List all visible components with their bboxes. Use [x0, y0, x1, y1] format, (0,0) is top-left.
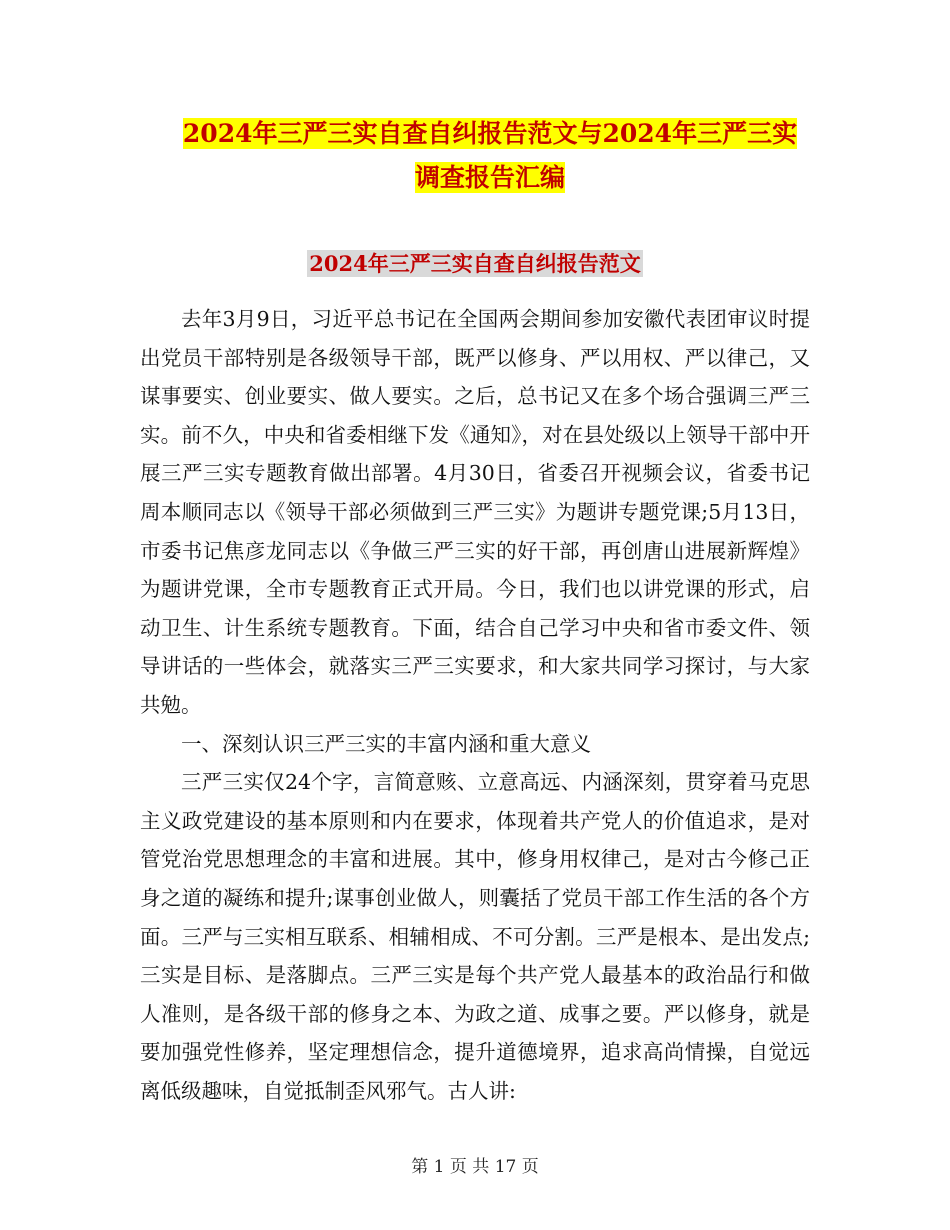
body-paragraph: 三严三实仅24个字，言简意赅、立意高远、内涵深刻，贯穿着马克思主义政党建设的基本原则和内在要求，体现着共产党人的价值追求，是对管党治党思想理念的丰富和进展。其中，修身用权律己，是对古今修己正身之道的凝练和提升;谋事创业做人，则囊括了党员干部工作生活的各个方面。三严与三实相互联系、相辅相成、不可分割。三严是根本、是出发点;三实是目标、是落脚点。三严三实是每个共产党人最基本的政治品行和做人准则，是各级干部的修身之本、为政之道、成事之要。严以修身，就是要加强党性修养，坚定理想信念，提升道德境界，追求高尚情操，自觉远离低级趣味，自觉抵制歪风邪气。古人讲:: [140, 770, 810, 1103]
section-title-text: 2024年三严三实自查自纠报告范文: [309, 251, 641, 276]
page-footer: 第 1 页 共 17 页: [411, 1157, 539, 1177]
body-paragraph: 去年3月9日，习近平总书记在全国两会期间参加安徽代表团审议时提出党员干部特别是各级领导干部，既严以修身、严以用权、严以律己，又谋事要实、创业要实、做人要实。之后，总书记又在多个场合强调三严三实。前不久，中央和省委相继下发《通知》，对在县处级以上领导干部中开展三严三实专题教育做出部署。4月30日，省委召开视频会议，省委书记周本顺同志以《领导干部必须做到三严三实》为题讲专题党课;5月13日，市委书记焦彦龙同志以《争做三严三实的好干部，再创唐山进展新辉煌》为题讲党课，全市专题教育正式开局。今日，我们也以讲党课的形式，启动卫生、计生系统专题教育。下面，结合自己学习中央和省市委文件、领导讲话的一些体会，就落实三严三实要求，和大家共同学习探讨，与大家共勉。: [140, 307, 810, 717]
document-body: [140, 300, 810, 1110]
document-title-line1: 2024年三严三实自查自纠报告范文与2024年三严三实: [182, 119, 798, 148]
document-title-line2: 调查报告汇编: [414, 163, 565, 192]
document-title: [140, 112, 840, 200]
section-title: [140, 248, 810, 280]
body-heading: 一、深刻认识三严三实的丰富内涵和重大意义: [181, 731, 591, 756]
